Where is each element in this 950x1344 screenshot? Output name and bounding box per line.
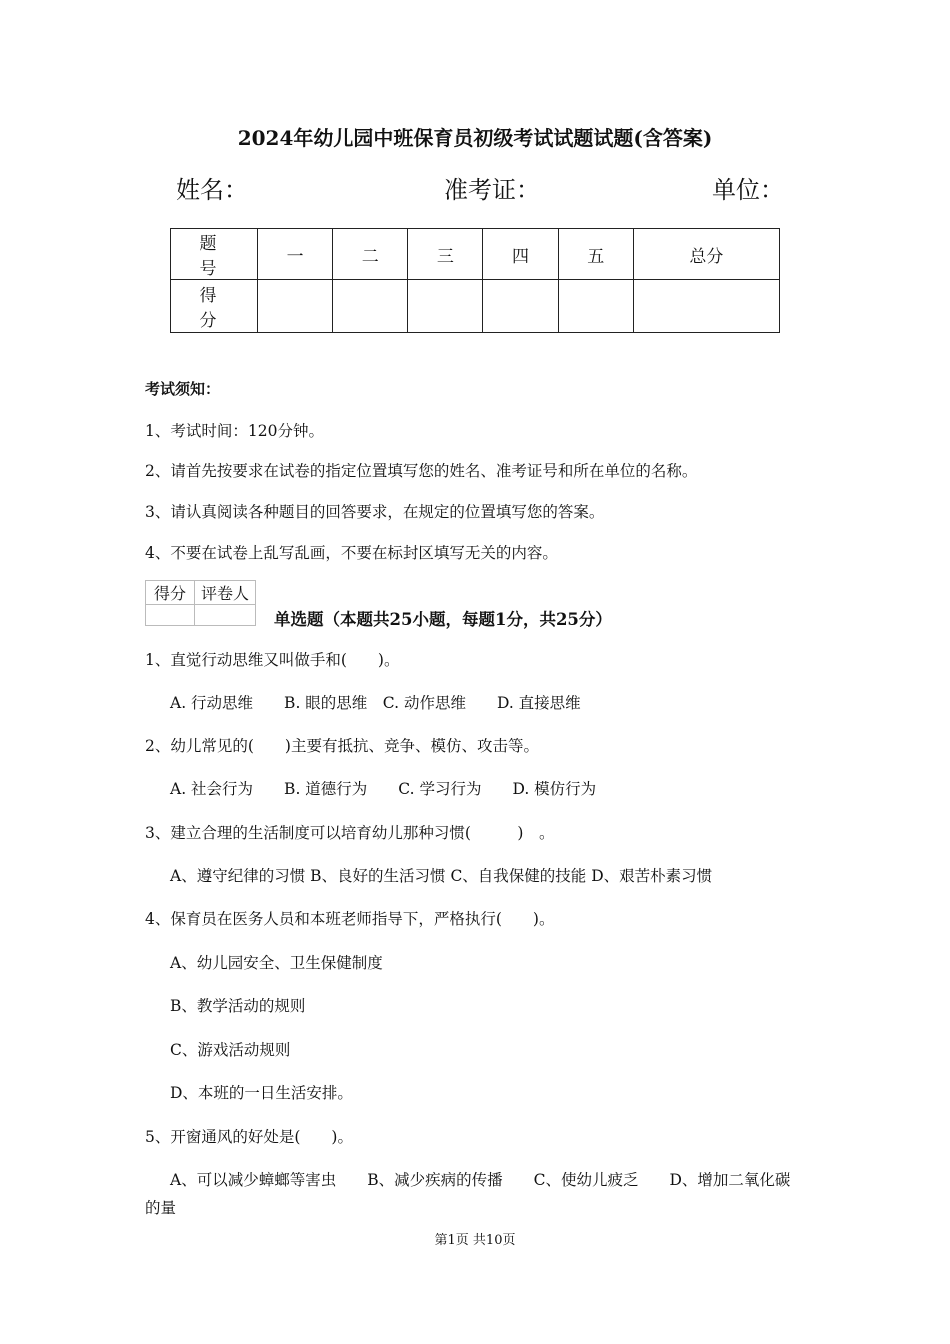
score-input-cell[interactable] [483,280,558,333]
grader-reviewer-label: 评卷人 [195,581,256,605]
notice-item: 2、请首先按要求在试卷的指定位置填写您的姓名、准考证号和所在单位的名称。 [145,462,698,480]
notice-item: 4、不要在试卷上乱写乱画，不要在标封区填写无关的内容。 [145,544,558,562]
score-table-cell: 得 分 [171,280,258,333]
grader-reviewer-cell[interactable] [195,605,256,626]
score-input-cell[interactable] [633,280,779,333]
score-input-cell[interactable] [258,280,333,333]
score-table [170,228,780,333]
question-options: A、可以减少蟑螂等害虫 B、减少疾病的传播 C、使幼儿疲乏 D、增加二氧化碳 [170,1171,791,1189]
question-text: 3、建立合理的生活制度可以培育幼儿那种习惯( ) 。 [145,824,555,842]
score-table-cell: 三 [408,229,483,280]
question-options: A. 行动思维 B. 眼的思维 C. 动作思维 D. 直接思维 [170,694,581,712]
grader-score-cell[interactable] [146,605,195,626]
ticket-label: 准考证： [444,176,540,204]
score-table-cell: 五 [558,229,633,280]
score-table-header-row [171,229,780,280]
question-options: A、遵守纪律的习惯 B、良好的生活习惯 C、自我保健的技能 D、艰苦朴素习惯 [170,867,713,885]
question-option: C、游戏活动规则 [170,1041,291,1059]
notice-title: 考试须知： [145,380,221,398]
question-text: 1、直觉行动思维又叫做手和( )。 [145,651,400,669]
question-option: B、教学活动的规则 [170,997,306,1015]
notice-item: 3、请认真阅读各种题目的回答要求，在规定的位置填写您的答案。 [145,503,605,521]
name-label: 姓名： [176,176,248,204]
score-input-cell[interactable] [558,280,633,333]
score-table-score-row [171,280,780,333]
score-table-cell: 二 [333,229,408,280]
question-option: D、本班的一日生活安排。 [170,1084,353,1102]
score-input-cell[interactable] [408,280,483,333]
page-footer: 第1页 共10页 [434,1233,516,1248]
grader-score-label: 得分 [146,581,195,605]
question-text: 2、幼儿常见的( )主要有抵抗、竞争、模仿、攻击等。 [145,737,539,755]
unit-label: 单位： [712,176,784,204]
question-options: A. 社会行为 B. 道德行为 C. 学习行为 D. 模仿行为 [170,780,597,798]
score-table-cell: 四 [483,229,558,280]
score-input-cell[interactable] [333,280,408,333]
grader-box [145,580,256,626]
section-title: 单选题（本题共25小题，每题1分，共25分） [274,610,612,629]
question-option: A、幼儿园安全、卫生保健制度 [170,954,383,972]
question-options-wrap: 的量 [145,1199,177,1217]
score-table-cell: 题 号 [171,229,258,280]
score-table-cell: 一 [258,229,333,280]
question-text: 4、保育员在医务人员和本班老师指导下，严格执行( )。 [145,910,555,928]
notice-item: 1、考试时间：120分钟。 [145,422,324,440]
score-table-cell: 总分 [633,229,779,280]
exam-title: 2024年幼儿园中班保育员初级考试试题试题(含答案) [237,126,713,150]
question-text: 5、开窗通风的好处是( )。 [145,1128,353,1146]
